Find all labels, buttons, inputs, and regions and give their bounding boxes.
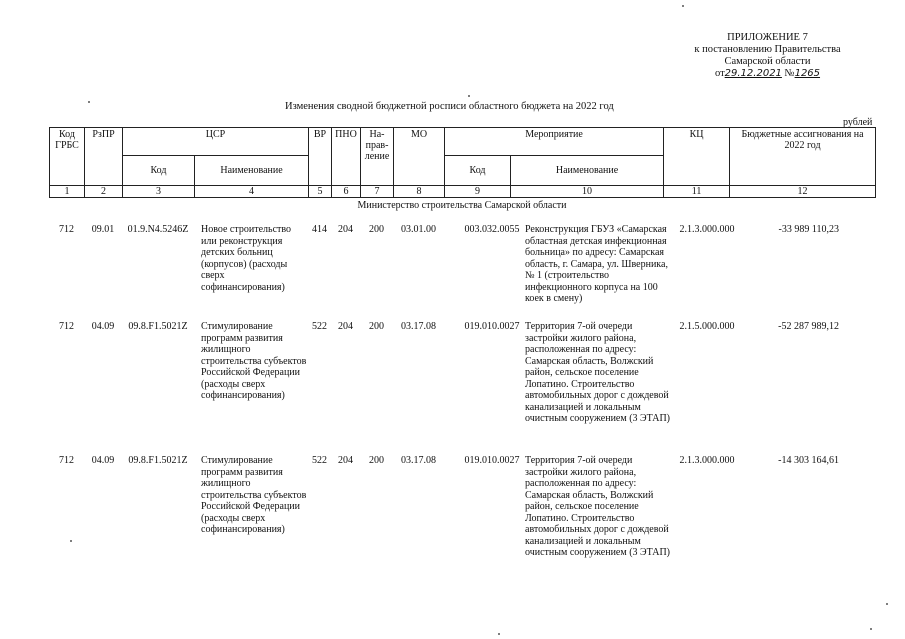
cell-csr-name: Стимулирование программ развития жилищного строительства субъектов Российской Федерации (расходы сверх софинансирования) bbox=[201, 455, 307, 535]
cell-mer-kod: 019.010.0027 bbox=[464, 321, 520, 332]
cell-rzpr: 04.09 bbox=[91, 455, 115, 466]
header-meropriyatie: Мероприятие bbox=[445, 128, 664, 156]
handwritten-date: 29.12.2021 bbox=[724, 68, 782, 79]
scan-speck bbox=[682, 5, 684, 7]
scan-speck bbox=[886, 603, 888, 605]
appendix-line-region: Самарской области bbox=[724, 56, 811, 67]
column-number: 9 bbox=[445, 186, 511, 198]
cell-napravlenie: 200 bbox=[369, 321, 384, 332]
cell-pno: 204 bbox=[338, 224, 353, 235]
cell-mer-kod: 003.032.0055 bbox=[464, 224, 520, 235]
scan-speck bbox=[870, 628, 872, 630]
cell-grbs: 712 bbox=[59, 224, 74, 235]
header-kod-grbs: Код ГРБС bbox=[50, 128, 85, 186]
cell-csr-kod: 09.8.F1.5021Z bbox=[128, 455, 188, 466]
header-csr-name: Наименование bbox=[195, 156, 309, 186]
cell-pno: 204 bbox=[338, 455, 353, 466]
cell-grbs: 712 bbox=[59, 321, 74, 332]
scan-speck bbox=[70, 540, 72, 542]
column-number: 11 bbox=[664, 186, 730, 198]
cell-kc: 2.1.3.000.000 bbox=[679, 455, 735, 466]
cell-csr-kod: 09.8.F1.5021Z bbox=[128, 321, 188, 332]
header-napravlenie: На-прав-ление bbox=[361, 128, 394, 186]
cell-mer-name: Реконструкция ГБУЗ «Самарская областная детская инфекционная больница» по адресу: Самарская область, г. Самара, ул. Шверника, № 1 (строительство инфекционного корпуса на 100 коек в смену) bbox=[525, 224, 668, 304]
cell-vr: 522 bbox=[312, 455, 327, 466]
column-number: 1 bbox=[50, 186, 85, 198]
column-number: 5 bbox=[309, 186, 332, 198]
header-mo: МО bbox=[394, 128, 445, 186]
cell-kc: 2.1.3.000.000 bbox=[679, 224, 735, 235]
cell-csr-name: Новое строительство или реконструкция детских больниц (корпусов) (расходы сверх софинансирования) bbox=[201, 224, 292, 293]
column-number: 8 bbox=[394, 186, 445, 198]
scan-speck bbox=[468, 95, 470, 97]
appendix-block bbox=[680, 32, 855, 80]
cell-mo: 03.17.08 bbox=[401, 455, 436, 466]
cell-mer-name: Территория 7-ой очереди застройки жилого района, расположенная по адресу: Самарская область, Волжский район, сельское поселение Лопатино. Строительство автомобильных дорог с дождевой канализацией и локальным очистным сооружением (3 ЭТАП) bbox=[525, 455, 671, 558]
date-prefix: от bbox=[714, 68, 725, 79]
header-csr-kod: Код bbox=[123, 156, 195, 186]
cell-napravlenie: 200 bbox=[369, 224, 384, 235]
column-number: 4 bbox=[195, 186, 309, 198]
cell-mer-name: Территория 7-ой очереди застройки жилого района, расположенная по адресу: Самарская область, Волжский район, сельское поселение Лопатино. Строительство автомобильных дорог с дождевой канализацией и локальным очистным сооружением (3 ЭТАП) bbox=[525, 321, 671, 424]
column-number: 2 bbox=[85, 186, 123, 198]
column-number: 7 bbox=[361, 186, 394, 198]
appendix-title: ПРИЛОЖЕНИЕ 7 bbox=[727, 32, 808, 43]
cell-csr-kod: 01.9.N4.5246Z bbox=[127, 224, 189, 235]
cell-amount: -33 989 110,23 bbox=[778, 224, 839, 235]
column-number: 10 bbox=[511, 186, 664, 198]
column-number: 3 bbox=[123, 186, 195, 198]
cell-mer-kod: 019.010.0027 bbox=[464, 455, 520, 466]
cell-vr: 414 bbox=[312, 224, 327, 235]
cell-rzpr: 09.01 bbox=[91, 224, 115, 235]
cell-amount: -14 303 164,61 bbox=[778, 455, 839, 466]
handwritten-number: 1265 bbox=[794, 68, 821, 79]
cell-vr: 522 bbox=[312, 321, 327, 332]
number-prefix: № bbox=[784, 68, 795, 79]
header-vr: ВР bbox=[309, 128, 332, 186]
cell-kc: 2.1.5.000.000 bbox=[679, 321, 735, 332]
cell-pno: 204 bbox=[338, 321, 353, 332]
header-mer-name: Наименование bbox=[511, 156, 664, 186]
column-number: 12 bbox=[730, 186, 876, 198]
units-label: рублей bbox=[843, 117, 873, 128]
cell-csr-name: Стимулирование программ развития жилищного строительства субъектов Российской Федерации (расходы сверх софинансирования) bbox=[201, 321, 307, 401]
cell-amount: -52 287 989,12 bbox=[778, 321, 839, 332]
cell-rzpr: 04.09 bbox=[91, 321, 115, 332]
scan-speck bbox=[88, 101, 90, 103]
header-mer-kod: Код bbox=[445, 156, 511, 186]
table-header bbox=[49, 127, 876, 198]
scan-speck bbox=[498, 633, 500, 635]
ministry-section-title: Министерство строительства Самарской области bbox=[357, 200, 567, 211]
header-kc: КЦ bbox=[664, 128, 730, 186]
header-rzpr: РзПР bbox=[85, 128, 123, 186]
header-csr: ЦСР bbox=[123, 128, 309, 156]
cell-mo: 03.01.00 bbox=[401, 224, 436, 235]
cell-mo: 03.17.08 bbox=[401, 321, 436, 332]
document-title: Изменения сводной бюджетной росписи областного бюджета на 2022 год bbox=[285, 101, 614, 112]
header-pno: ПНО bbox=[332, 128, 361, 186]
appendix-line-resolution: к постановлению Правительства bbox=[694, 44, 841, 55]
column-number: 6 bbox=[332, 186, 361, 198]
header-budget: Бюджетные ассигнования на 2022 год bbox=[730, 128, 876, 186]
cell-napravlenie: 200 bbox=[369, 455, 384, 466]
cell-grbs: 712 bbox=[59, 455, 74, 466]
appendix-date-line bbox=[680, 68, 855, 80]
